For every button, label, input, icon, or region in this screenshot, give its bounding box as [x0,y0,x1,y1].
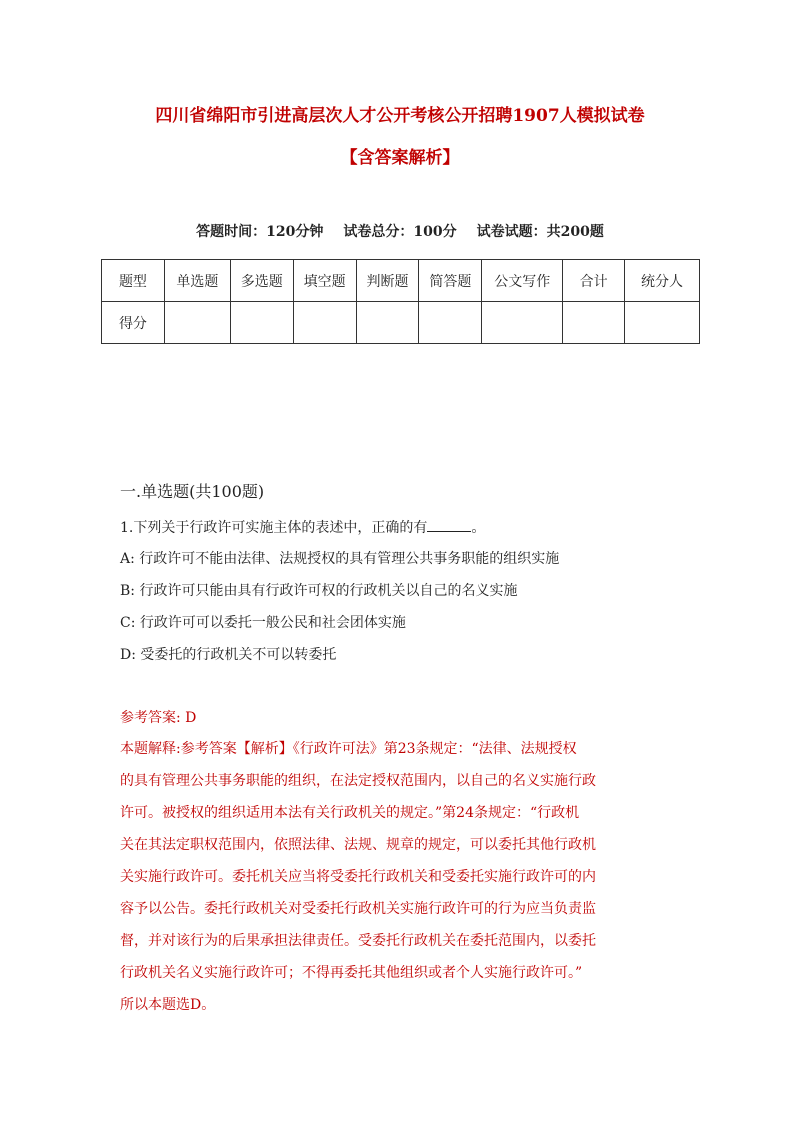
explanation-line: 容予以公告。委托行政机关对受委托行政机关实施行政许可的行为应当负责监 [120,901,596,917]
option-b: B: 行政许可只能由具有行政许可权的行政机关以自己的名义实施 [120,583,518,599]
document-subtitle: 【含答案解析】 [340,148,460,168]
score-table-header: 简答题 [419,260,482,302]
question-stem-end: 。 [471,520,486,536]
score-table-score-row [102,302,700,344]
score-table-header: 公文写作 [482,260,563,302]
score-table-header: 统分人 [625,260,700,302]
score-row-label: 得分 [102,302,165,344]
score-table-header: 题型 [102,260,165,302]
score-cell [164,302,230,344]
score-cell [419,302,482,344]
score-cell [482,302,563,344]
question-stem-text: 1.下列关于行政许可实施主体的表述中，正确的有 [120,520,428,536]
section-title: 一.单选题(共100题) [120,482,265,501]
document-title: 四川省绵阳市引进高层次人才公开考核公开招聘1907人模拟试卷 [155,106,645,126]
score-table-header-row [102,260,700,302]
question-stem [120,517,485,538]
score-table-header: 多选题 [230,260,293,302]
reference-answer: 参考答案: D [120,710,197,726]
exam-total-score: 试卷总分：100分 [343,224,457,240]
option-a: A: 行政许可不能由法律、法规授权的具有管理公共事务职能的组织实施 [120,551,560,567]
score-table-header: 判断题 [356,260,419,302]
exam-question-count: 试卷试题：共200题 [476,224,604,240]
explanation-line: 的具有管理公共事务职能的组织，在法定授权范围内，以自己的名义实施行政 [120,773,596,789]
score-cell [563,302,625,344]
exam-time: 答题时间：120分钟 [196,224,324,240]
score-cell [230,302,293,344]
score-table-header: 合计 [563,260,625,302]
score-table-header: 填空题 [293,260,356,302]
explanation-line: 所以本题选D。 [120,997,216,1013]
answer-blank [427,517,471,532]
explanation-line: 行政机关名义实施行政许可；不得再委托其他组织或者个人实施行政许可。” [120,965,583,981]
score-table-header: 单选题 [164,260,230,302]
score-table [101,259,700,344]
option-d: D: 受委托的行政机关不可以转委托 [120,647,337,663]
explanation-line: 关实施行政许可。委托机关应当将受委托行政机关和受委托实施行政许可的内 [120,869,596,885]
explanation-line: 许可。被授权的组织适用本法有关行政机关的规定。”第24条规定：“行政机 [120,805,580,821]
option-c: C: 行政许可可以委托一般公民和社会团体实施 [120,615,406,631]
score-cell [625,302,700,344]
score-cell [356,302,419,344]
score-cell [293,302,356,344]
explanation-line: 本题解释:参考答案【解析】《行政许可法》第23条规定：“法律、法规授权 [120,741,577,757]
exam-meta [0,222,800,242]
explanation-line: 关在其法定职权范围内，依照法律、法规、规章的规定，可以委托其他行政机 [120,837,596,853]
explanation-line: 督，并对该行为的后果承担法律责任。受委托行政机关在委托范围内，以委托 [120,933,596,949]
